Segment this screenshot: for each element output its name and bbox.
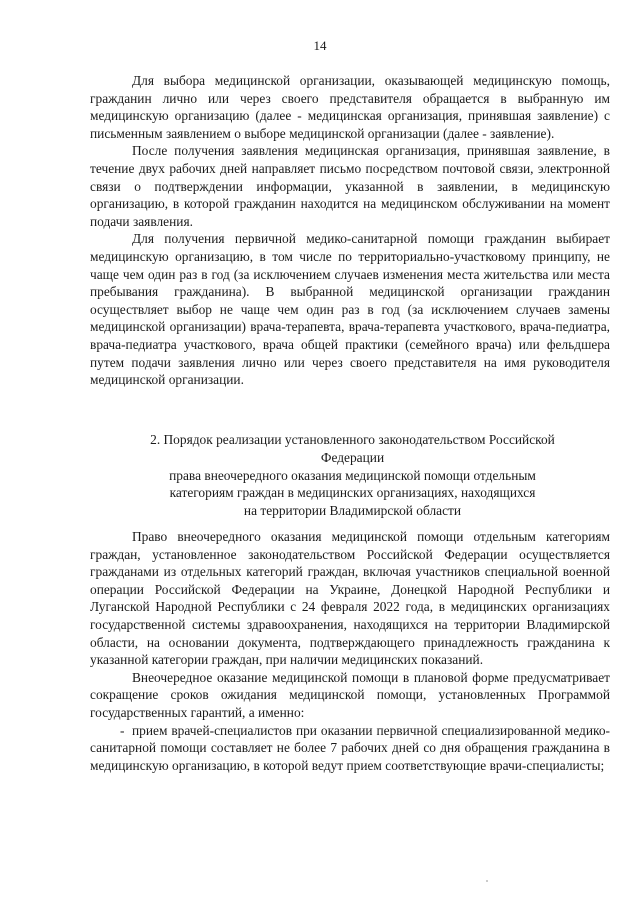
- section-bottom: [90, 528, 610, 774]
- dash-marker: -: [120, 722, 125, 738]
- paragraph-medical-org-choice: Для выбора медицинской организации, оказывающей медицинскую помощь, гражданин лично или через своего представителя обращается в выбранную им медицинскую организацию (далее - медицинская организация, принявшая заявление) с письменным заявлением о выборе медицинской организации (далее - заявление).: [90, 73, 610, 141]
- heading-line-5: на территории Владимирской области: [243, 503, 462, 519]
- paragraph-after-application: После получения заявления медицинская организация, принявшая заявление, в течение двух рабочих дней направляет письмо посредством почтовой связи, электронной связи о подтверждении информации, указанной в заявлении, в медицинскую организацию, в которой гражданин находится на медицинском обслуживании на момент подачи заявления.: [90, 143, 610, 229]
- heading-line-1: 2. Порядок реализации установленного законодательством Российской: [150, 432, 555, 447]
- section-heading: [100, 431, 605, 520]
- heading-line-3: права внеочередного оказания медицинской помощи отдельным: [169, 467, 536, 483]
- list-item-text: прием врачей-специалистов при оказании первичной специализированной медико-санитарной помощи составляет не более 7 рабочих дней со дня обращения гражданина в медицинскую организацию, в которой ведут прием соответствующие врачи-специалисты;: [90, 722, 610, 773]
- heading-line-2: Федерации: [320, 449, 385, 465]
- page-number: 14: [313, 38, 327, 53]
- list-item-specialist-reception: [90, 722, 610, 775]
- paragraph-planned-care: Внеочередное оказание медицинской помощи в плановой форме предусматривает сокращение сроков ожидания медицинской помощи, установленных Программой государственных гарантий, а именно:: [90, 669, 610, 720]
- scan-speck: [486, 880, 488, 882]
- paragraph-primary-care-choice: Для получения первичной медико-санитарной помощи гражданин выбирает медицинскую организацию, в том числе по территориально-участковому принципу, не чаще чем один раз в год (за исключением случаев изменения места жительства или места пребывания гражданина). В выбранной медицинской организации гражданин осуществляет выбор не чаще чем один раз в год (за исключением случаев замены медицинской организации) врача-терапевта, врача-терапевта участкового, врача-педиатра, врача-педиатра участкового, врача общей практики (семейного врача) или фельдшера путем подачи заявления лично или через своего представителя на имя руководителя медицинской организации.: [90, 231, 610, 388]
- paragraph-priority-right: Право внеочередного оказания медицинской помощи отдельным категориям граждан, установленное законодательством Российской Федерации осуществляется гражданами из отдельных категорий граждан, включая участников специальной военной операции Российской Федерации на Украине, Донецкой Народной Республики и Луганской Народной Республики с 24 февраля 2022 года, в медицинских организациях государственной системы здравоохранения, находящихся на территории Владимирской области, на основании документа, подтверждающего принадлежность гражданина к указанной категории граждан, при наличии медицинских показаний.: [90, 529, 610, 668]
- section-top: [90, 72, 610, 389]
- heading-line-4: категориям граждан в медицинских организациях, находящихся: [169, 485, 536, 501]
